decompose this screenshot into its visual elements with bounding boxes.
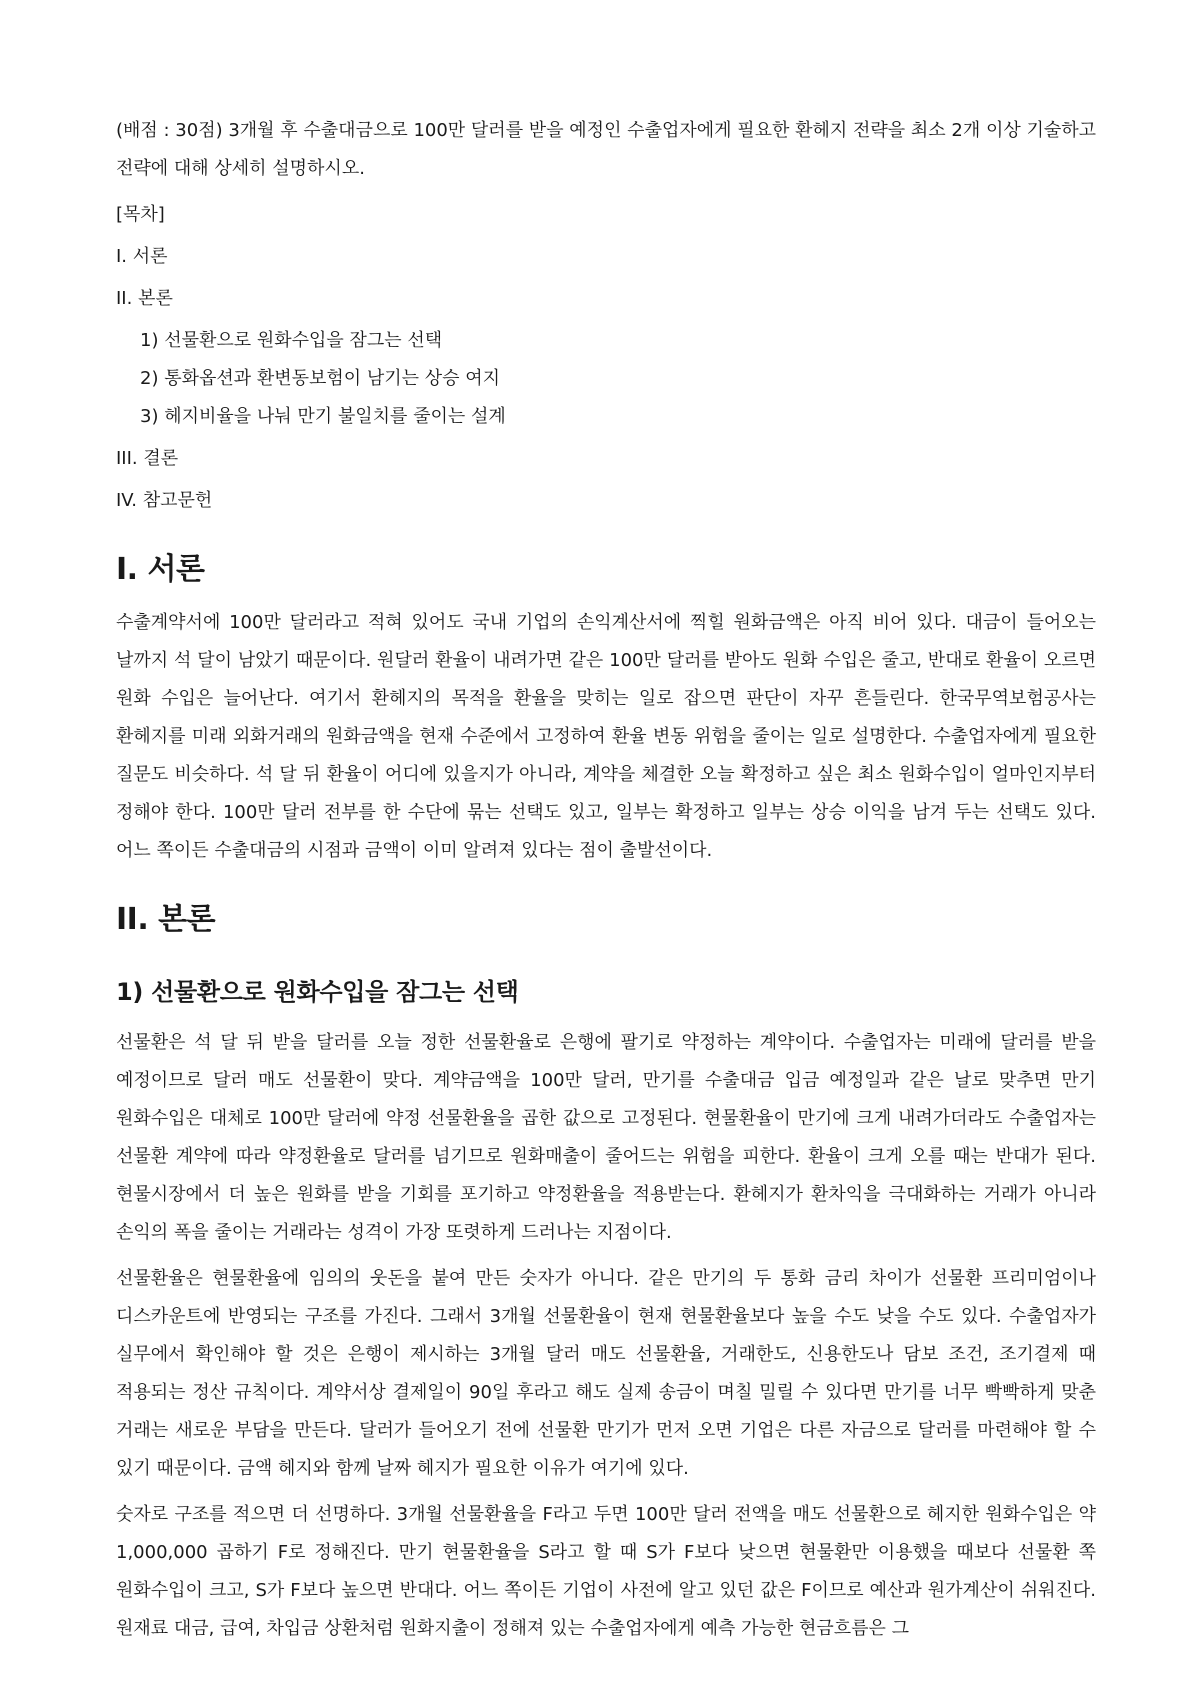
forward-paragraph-3: 숫자로 구조를 적으면 더 선명하다. 3개월 선물환율을 F라고 두면 100만 달러 전액을 매도 선물환으로 헤지한 원화수입은 약 1,000,000 곱하기 F로 정해진다. 만기 현물환율을 S라고 할 때 S가 F보다 낮으면 현물환만 이용했을 때보다 선물환 쪽 원화수입이 크고, S가 F보다 높으면 반대다. 어느 쪽이든 기업이 사전에 알고 있던 값은 F이므로 예산과 원가계산이 쉬워진다. 원재료 대금, 급여, 차입금 상환처럼 원화지출이 정해져 있는 수출업자에게 예측 가능한 현금흐름은 그 — [116, 1504, 1096, 1639]
question-prompt: (배점 : 30점) 3개월 후 수출대금으로 100만 달러를 받을 예정인 수출업자에게 필요한 환헤지 전략을 최소 2개 이상 기술하고 전략에 대해 상세히 설명하시오. — [116, 120, 1096, 179]
table-of-contents — [116, 196, 1096, 520]
toc-item-conclusion: III. 결론 — [116, 448, 179, 469]
forward-body — [116, 1024, 1096, 1648]
intro-body — [116, 604, 1096, 870]
section-heading-intro: I. 서론 — [116, 552, 205, 587]
document-page — [116, 112, 1096, 1648]
toc-item-body-1: 1) 선물환으로 원화수입을 잠그는 선택 — [140, 330, 443, 351]
section-heading-body: II. 본론 — [116, 902, 216, 937]
forward-paragraph-2: 선물환율은 현물환율에 임의의 웃돈을 붙여 만든 숫자가 아니다. 같은 만기의 두 통화 금리 차이가 선물환 프리미엄이나 디스카운트에 반영되는 구조를 가진다. 그래서 3개월 선물환율이 현재 현물환율보다 높을 수도 낮을 수도 있다. 수출업자가 실무에서 확인해야 할 것은 은행이 제시하는 3개월 달러 매도 선물환율, 거래한도, 신용한도나 담보 조건, 조기결제 때 적용되는 정산 규칙이다. 계약서상 결제일이 90일 후라고 해도 실제 송금이 며칠 밀릴 수 있다면 만기를 너무 빡빡하게 맞춘 거래는 새로운 부담을 만든다. 달러가 들어오기 전에 선물환 만기가 먼저 오면 기업은 다른 자금으로 달러를 마련해야 할 수 있기 때문이다. 금액 헤지와 함께 날짜 헤지가 필요한 이유가 여기에 있다. — [116, 1268, 1096, 1479]
toc-item-intro: I. 서론 — [116, 246, 168, 267]
toc-item-body-3: 3) 헤지비율을 나눠 만기 불일치를 줄이는 설계 — [140, 406, 506, 427]
forward-paragraph-1: 선물환은 석 달 뒤 받을 달러를 오늘 정한 선물환율로 은행에 팔기로 약정하는 계약이다. 수출업자는 미래에 달러를 받을 예정이므로 달러 매도 선물환이 맞다. 계약금액을 100만 달러, 만기를 수출대금 입금 예정일과 같은 날로 맞추면 만기 원화수입은 대체로 100만 달러에 약정 선물환율을 곱한 값으로 고정된다. 현물환율이 만기에 크게 내려가더라도 수출업자는 선물환 계약에 따라 약정환율로 달러를 넘기므로 원화매출이 줄어드는 위험을 피한다. 환율이 크게 오를 때는 반대가 된다. 현물시장에서 더 높은 원화를 받을 기회를 포기하고 약정환율을 적용받는다. 환헤지가 환차익을 극대화하는 거래가 아니라 손익의 폭을 줄이는 거래라는 성격이 가장 또렷하게 드러나는 지점이다. — [116, 1032, 1096, 1243]
toc-item-body: II. 본론 — [116, 288, 173, 309]
toc-item-references: IV. 참고문헌 — [116, 490, 213, 511]
toc-item-body-2: 2) 통화옵션과 환변동보험이 남기는 상승 여지 — [140, 368, 501, 389]
subsection-heading-forward: 1) 선물환으로 원화수입을 잠그는 선택 — [116, 978, 519, 1006]
intro-paragraph: 수출계약서에 100만 달러라고 적혀 있어도 국내 기업의 손익계산서에 찍힐 원화금액은 아직 비어 있다. 대금이 들어오는 날까지 석 달이 남았기 때문이다. 원달러 환율이 내려가면 같은 100만 달러를 받아도 원화 수입은 줄고, 반대로 환율이 오르면 원화 수입은 늘어난다. 여기서 환헤지의 목적을 환율을 맞히는 일로 잡으면 판단이 자꾸 흔들린다. 한국무역보험공사는 환헤지를 미래 외화거래의 원화금액을 현재 수준에서 고정하여 환율 변동 위험을 줄이는 일로 설명한다. 수출업자에게 필요한 질문도 비슷하다. 석 달 뒤 환율이 어디에 있을지가 아니라, 계약을 체결한 오늘 확정하고 싶은 최소 원화수입이 얼마인지부터 정해야 한다. 100만 달러 전부를 한 수단에 묶는 선택도 있고, 일부는 확정하고 일부는 상승 이익을 남겨 두는 선택도 있다. 어느 쪽이든 수출대금의 시점과 금액이 이미 알려져 있다는 점이 출발선이다. — [116, 612, 1096, 861]
toc-title: [목차] — [116, 204, 165, 225]
